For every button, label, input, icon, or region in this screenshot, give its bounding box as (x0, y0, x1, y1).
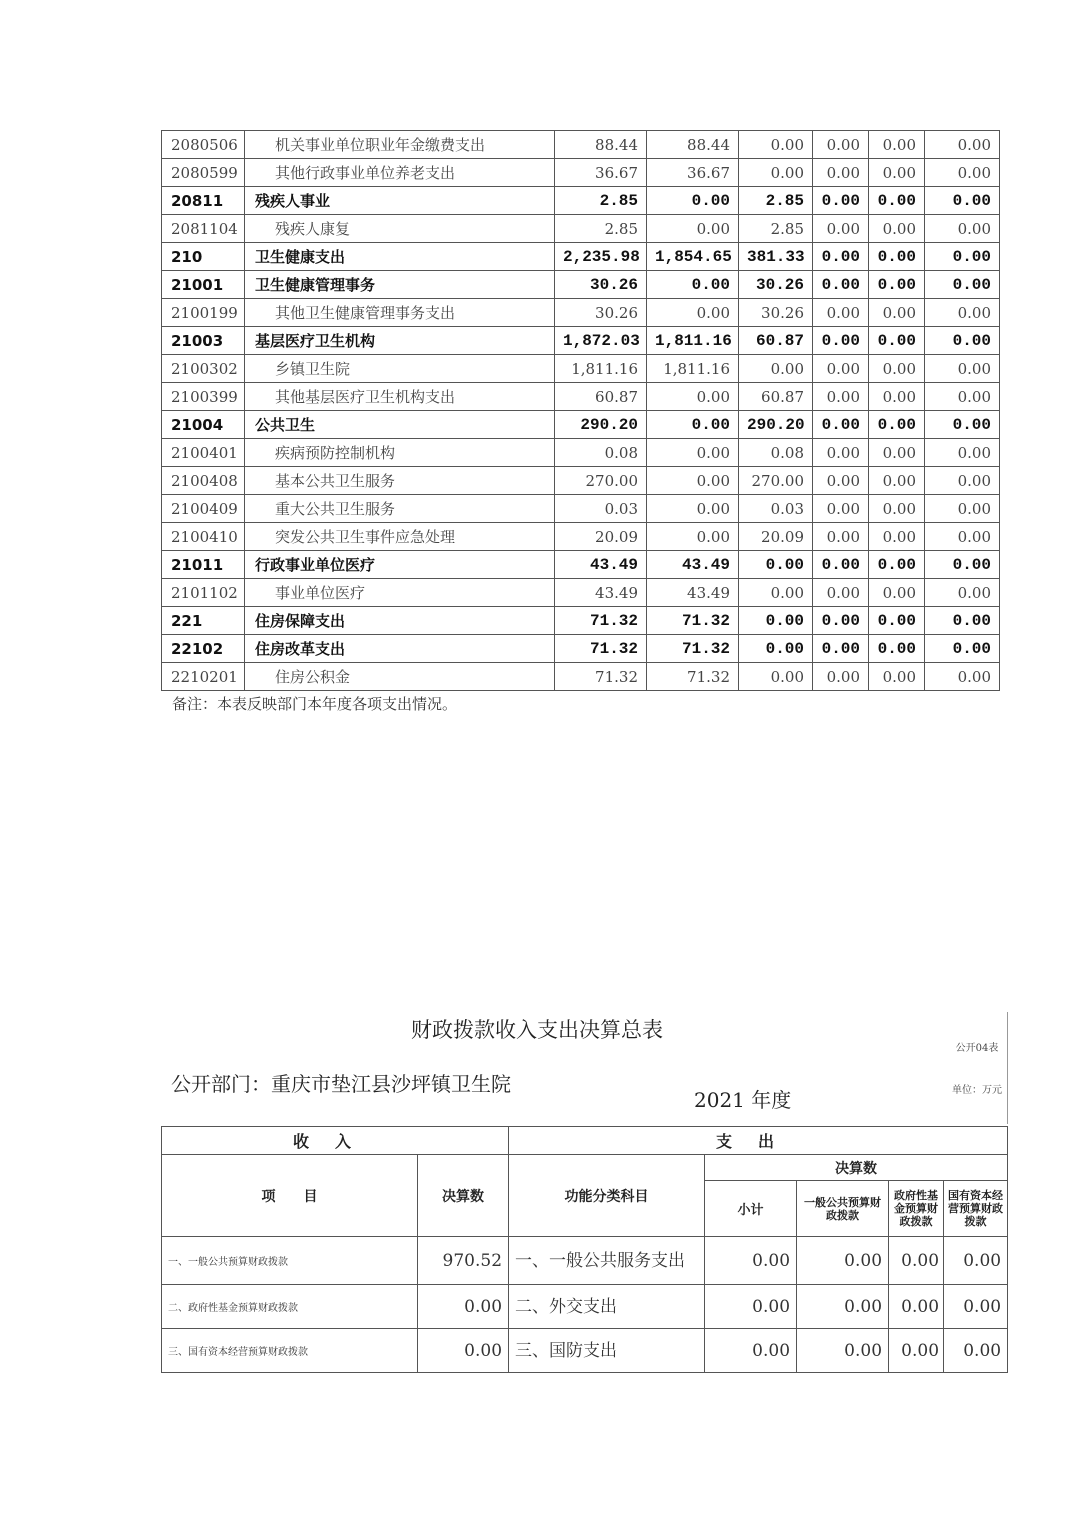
row-code: 2100408 (162, 467, 245, 495)
row-col6: 0.00 (925, 243, 1000, 271)
table-row (162, 327, 1000, 355)
expense-function: 一、一般公共服务支出 (509, 1237, 705, 1285)
row-col4: 0.00 (813, 131, 869, 159)
income-item: 二、政府性基金预算财政拨款 (162, 1285, 418, 1329)
income-header: 收入 (162, 1127, 509, 1155)
row-col4: 0.00 (813, 551, 869, 579)
expense-general: 0.00 (797, 1285, 889, 1329)
row-col6: 0.00 (925, 411, 1000, 439)
row-code: 2210201 (162, 663, 245, 691)
row-basic: 0.00 (647, 187, 739, 215)
row-col6: 0.00 (925, 131, 1000, 159)
expense-function: 二、外交支出 (509, 1285, 705, 1329)
row-total: 30.26 (555, 271, 647, 299)
row-col5: 0.00 (869, 243, 925, 271)
row-col4: 0.00 (813, 607, 869, 635)
row-col4: 0.00 (813, 635, 869, 663)
table-row (162, 159, 1000, 187)
income-item: 一、一般公共预算财政拨款 (162, 1237, 418, 1285)
row-project: 270.00 (739, 467, 813, 495)
row-col5: 0.00 (869, 411, 925, 439)
row-col4: 0.00 (813, 299, 869, 327)
table-row (162, 439, 1000, 467)
row-total: 0.08 (555, 439, 647, 467)
row-col5: 0.00 (869, 215, 925, 243)
row-basic: 0.00 (647, 299, 739, 327)
income-item: 三、国有资本经营预算财政拨款 (162, 1329, 418, 1373)
row-total: 71.32 (555, 635, 647, 663)
row-col5: 0.00 (869, 663, 925, 691)
row-name: 基本公共卫生服务 (245, 467, 555, 495)
row-col5: 0.00 (869, 523, 925, 551)
row-name: 行政事业单位医疗 (245, 551, 555, 579)
row-code: 22102 (162, 635, 245, 663)
row-col5: 0.00 (869, 467, 925, 495)
row-project: 0.00 (739, 159, 813, 187)
table-row (162, 1329, 1008, 1373)
row-basic: 88.44 (647, 131, 739, 159)
row-col5: 0.00 (869, 159, 925, 187)
row-col4: 0.00 (813, 159, 869, 187)
row-total: 88.44 (555, 131, 647, 159)
row-basic: 43.49 (647, 551, 739, 579)
row-col5: 0.00 (869, 551, 925, 579)
row-col4: 0.00 (813, 467, 869, 495)
table-row (162, 383, 1000, 411)
table-row (162, 635, 1000, 663)
table-row (162, 663, 1000, 691)
row-total: 60.87 (555, 383, 647, 411)
row-col5: 0.00 (869, 355, 925, 383)
row-col6: 0.00 (925, 579, 1000, 607)
row-col5: 0.00 (869, 439, 925, 467)
expense-state: 0.00 (944, 1285, 1008, 1329)
row-col6: 0.00 (925, 327, 1000, 355)
row-basic: 0.00 (647, 495, 739, 523)
row-col5: 0.00 (869, 635, 925, 663)
row-total: 1,872.03 (555, 327, 647, 355)
row-col6: 0.00 (925, 467, 1000, 495)
expense-general: 0.00 (797, 1237, 889, 1285)
row-name: 突发公共卫生事件应急处理 (245, 523, 555, 551)
table-row (162, 1285, 1008, 1329)
table-row (162, 495, 1000, 523)
row-col6: 0.00 (925, 607, 1000, 635)
row-code: 2100409 (162, 495, 245, 523)
row-name: 其他卫生健康管理事务支出 (245, 299, 555, 327)
row-col5: 0.00 (869, 131, 925, 159)
expense-fund: 0.00 (889, 1285, 944, 1329)
row-name: 公共卫生 (245, 411, 555, 439)
row-name: 残疾人事业 (245, 187, 555, 215)
row-code: 2100401 (162, 439, 245, 467)
row-name: 其他基层医疗卫生机构支出 (245, 383, 555, 411)
row-basic: 1,811.16 (647, 327, 739, 355)
expense-subtotal: 0.00 (705, 1237, 797, 1285)
row-total: 71.32 (555, 607, 647, 635)
row-code: 21004 (162, 411, 245, 439)
expense-fund: 0.00 (889, 1329, 944, 1373)
row-basic: 36.67 (647, 159, 739, 187)
row-col4: 0.00 (813, 439, 869, 467)
row-project: 2.85 (739, 187, 813, 215)
table-row (162, 579, 1000, 607)
row-col5: 0.00 (869, 271, 925, 299)
fund-header: 政府性基金预算财政拨款 (889, 1181, 944, 1237)
divider-line (1007, 1012, 1008, 1124)
year-label: 2021 年度 (694, 1088, 792, 1112)
row-total: 1,811.16 (555, 355, 647, 383)
table-row (162, 299, 1000, 327)
row-project: 290.20 (739, 411, 813, 439)
row-col6: 0.00 (925, 299, 1000, 327)
row-project: 2.85 (739, 215, 813, 243)
expense-subtotal: 0.00 (705, 1285, 797, 1329)
row-total: 2,235.98 (555, 243, 647, 271)
row-col6: 0.00 (925, 271, 1000, 299)
row-total: 290.20 (555, 411, 647, 439)
row-col4: 0.00 (813, 243, 869, 271)
row-col5: 0.00 (869, 327, 925, 355)
row-basic: 0.00 (647, 271, 739, 299)
row-col6: 0.00 (925, 439, 1000, 467)
function-header: 功能分类科目 (509, 1155, 705, 1237)
row-col4: 0.00 (813, 495, 869, 523)
table-row (162, 467, 1000, 495)
row-col5: 0.00 (869, 495, 925, 523)
table-row (162, 1237, 1008, 1285)
subtotal-header: 小计 (705, 1181, 797, 1237)
row-code: 21003 (162, 327, 245, 355)
row-col4: 0.00 (813, 187, 869, 215)
table-row (162, 187, 1000, 215)
row-col4: 0.00 (813, 355, 869, 383)
row-project: 0.00 (739, 579, 813, 607)
row-col6: 0.00 (925, 663, 1000, 691)
row-code: 2101102 (162, 579, 245, 607)
row-code: 2100302 (162, 355, 245, 383)
row-code: 2080599 (162, 159, 245, 187)
general-header: 一般公共预算财政拨款 (797, 1181, 889, 1237)
row-basic: 1,811.16 (647, 355, 739, 383)
row-name: 住房公积金 (245, 663, 555, 691)
row-total: 30.26 (555, 299, 647, 327)
row-project: 0.00 (739, 607, 813, 635)
row-col5: 0.00 (869, 607, 925, 635)
row-col6: 0.00 (925, 495, 1000, 523)
unit-label: 单位：万元 (952, 1085, 1002, 1096)
row-project: 381.33 (739, 243, 813, 271)
row-project: 30.26 (739, 299, 813, 327)
row-basic: 0.00 (647, 411, 739, 439)
row-code: 2100399 (162, 383, 245, 411)
row-name: 住房保障支出 (245, 607, 555, 635)
row-total: 2.85 (555, 187, 647, 215)
row-project: 0.00 (739, 551, 813, 579)
row-total: 2.85 (555, 215, 647, 243)
table-row (162, 411, 1000, 439)
row-code: 20811 (162, 187, 245, 215)
row-project: 0.00 (739, 663, 813, 691)
row-code: 2081104 (162, 215, 245, 243)
table-row (162, 243, 1000, 271)
row-name: 乡镇卫生院 (245, 355, 555, 383)
row-basic: 0.00 (647, 383, 739, 411)
row-total: 0.03 (555, 495, 647, 523)
row-total: 43.49 (555, 579, 647, 607)
row-total: 20.09 (555, 523, 647, 551)
expense-fund: 0.00 (889, 1237, 944, 1285)
table-row (162, 215, 1000, 243)
final-header: 决算数 (705, 1155, 1008, 1181)
row-col5: 0.00 (869, 579, 925, 607)
row-col4: 0.00 (813, 271, 869, 299)
table-row (162, 607, 1000, 635)
row-col4: 0.00 (813, 383, 869, 411)
row-basic: 71.32 (647, 635, 739, 663)
row-total: 270.00 (555, 467, 647, 495)
row-basic: 71.32 (647, 607, 739, 635)
table-note: 备注：本表反映部门本年度各项支出情况。 (172, 695, 458, 713)
row-code: 210 (162, 243, 245, 271)
row-basic: 0.00 (647, 439, 739, 467)
row-basic: 71.32 (647, 663, 739, 691)
row-col4: 0.00 (813, 215, 869, 243)
expense-general: 0.00 (797, 1329, 889, 1373)
expense-state: 0.00 (944, 1329, 1008, 1373)
row-col5: 0.00 (869, 383, 925, 411)
income-amount: 0.00 (418, 1329, 509, 1373)
row-name: 卫生健康管理事务 (245, 271, 555, 299)
income-amount: 0.00 (418, 1285, 509, 1329)
row-project: 20.09 (739, 523, 813, 551)
row-basic: 1,854.65 (647, 243, 739, 271)
row-basic: 0.00 (647, 523, 739, 551)
item-header: 项 目 (162, 1155, 418, 1237)
row-name: 其他行政事业单位养老支出 (245, 159, 555, 187)
row-project: 60.87 (739, 383, 813, 411)
row-name: 残疾人康复 (245, 215, 555, 243)
row-name: 事业单位医疗 (245, 579, 555, 607)
row-col6: 0.00 (925, 215, 1000, 243)
row-name: 机关事业单位职业年金缴费支出 (245, 131, 555, 159)
row-col6: 0.00 (925, 523, 1000, 551)
row-project: 0.00 (739, 355, 813, 383)
row-total: 43.49 (555, 551, 647, 579)
row-code: 21001 (162, 271, 245, 299)
row-project: 60.87 (739, 327, 813, 355)
row-name: 基层医疗卫生机构 (245, 327, 555, 355)
amount-header: 决算数 (418, 1155, 509, 1237)
table-row (162, 131, 1000, 159)
row-code: 2080506 (162, 131, 245, 159)
table-row (162, 271, 1000, 299)
expense-state: 0.00 (944, 1237, 1008, 1285)
table-row (162, 551, 1000, 579)
row-code: 2100410 (162, 523, 245, 551)
table-row (162, 355, 1000, 383)
income-amount: 970.52 (418, 1237, 509, 1285)
expense-subtotal: 0.00 (705, 1329, 797, 1373)
row-project: 0.00 (739, 635, 813, 663)
row-code: 221 (162, 607, 245, 635)
row-name: 住房改革支出 (245, 635, 555, 663)
row-code: 2100199 (162, 299, 245, 327)
row-col6: 0.00 (925, 355, 1000, 383)
row-col5: 0.00 (869, 187, 925, 215)
expense-detail-table (161, 130, 1000, 691)
row-project: 0.03 (739, 495, 813, 523)
row-project: 0.08 (739, 439, 813, 467)
row-basic: 43.49 (647, 579, 739, 607)
row-project: 30.26 (739, 271, 813, 299)
row-col6: 0.00 (925, 187, 1000, 215)
department-label: 公开部门：重庆市垫江县沙坪镇卫生院 (171, 1072, 511, 1096)
row-name: 重大公共卫生服务 (245, 495, 555, 523)
table-row (162, 523, 1000, 551)
state-header: 国有资本经营预算财政拨款 (944, 1181, 1008, 1237)
row-col4: 0.00 (813, 327, 869, 355)
row-name: 疾病预防控制机构 (245, 439, 555, 467)
table-tag: 公开04表 (955, 1043, 999, 1054)
row-col6: 0.00 (925, 159, 1000, 187)
row-col6: 0.00 (925, 383, 1000, 411)
row-col4: 0.00 (813, 523, 869, 551)
row-basic: 0.00 (647, 215, 739, 243)
summary-title: 财政拨款收入支出决算总表 (411, 1018, 663, 1042)
expense-function: 三、国防支出 (509, 1329, 705, 1373)
row-col4: 0.00 (813, 579, 869, 607)
row-col4: 0.00 (813, 663, 869, 691)
row-total: 71.32 (555, 663, 647, 691)
row-total: 36.67 (555, 159, 647, 187)
expense-header: 支出 (509, 1127, 1008, 1155)
row-code: 21011 (162, 551, 245, 579)
row-col5: 0.00 (869, 299, 925, 327)
row-col6: 0.00 (925, 635, 1000, 663)
row-project: 0.00 (739, 131, 813, 159)
row-name: 卫生健康支出 (245, 243, 555, 271)
summary-table (161, 1126, 1008, 1373)
row-col6: 0.00 (925, 551, 1000, 579)
row-col4: 0.00 (813, 411, 869, 439)
row-basic: 0.00 (647, 467, 739, 495)
